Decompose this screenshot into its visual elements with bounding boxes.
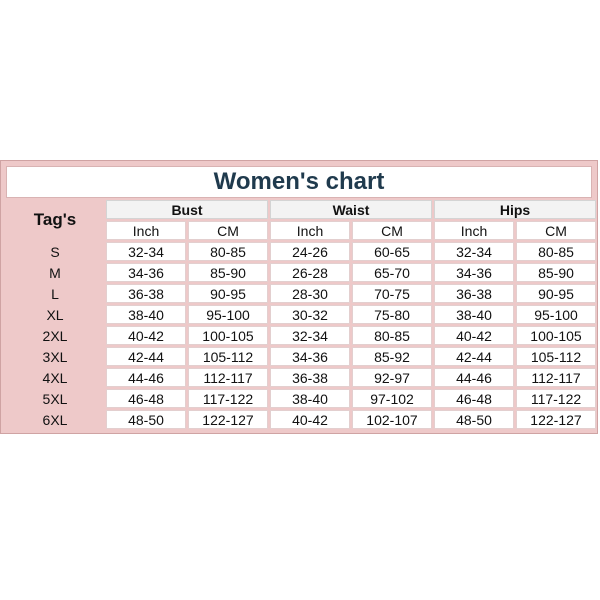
measurement-cell: 28-30 [270, 284, 350, 303]
measurement-cell: 48-50 [434, 410, 514, 429]
measurement-cell: 95-100 [516, 305, 596, 324]
group-header-waist: Waist [270, 200, 432, 219]
measurement-cell: 80-85 [188, 242, 268, 261]
measurement-cell: 38-40 [434, 305, 514, 324]
measurement-cell: 105-112 [516, 347, 596, 366]
measurement-cell: 46-48 [106, 389, 186, 408]
measurement-cell: 122-127 [188, 410, 268, 429]
measurement-cell: 85-92 [352, 347, 432, 366]
measurement-cell: 90-95 [188, 284, 268, 303]
table-row [6, 326, 592, 345]
chart-title: Women's chart [6, 166, 592, 198]
measurement-cell: 30-32 [270, 305, 350, 324]
measurement-cell: 100-105 [188, 326, 268, 345]
size-tag-cell: S [50, 243, 60, 260]
size-chart [0, 160, 598, 434]
measurement-cell: 38-40 [270, 389, 350, 408]
measurement-cell: 34-36 [270, 347, 350, 366]
sub-header-waist-cm: CM [352, 221, 432, 240]
measurement-cell: 34-36 [106, 263, 186, 282]
measurement-cell: 70-75 [352, 284, 432, 303]
measurement-cell: 42-44 [106, 347, 186, 366]
measurement-cell: 38-40 [106, 305, 186, 324]
measurement-cell: 60-65 [352, 242, 432, 261]
measurement-cell: 85-90 [188, 263, 268, 282]
size-tag-cell: 5XL [42, 390, 68, 407]
measurement-cell: 40-42 [270, 410, 350, 429]
size-tag-cell: 2XL [42, 327, 68, 344]
measurement-cell: 36-38 [106, 284, 186, 303]
measurement-cell: 34-36 [434, 263, 514, 282]
measurement-cell: 112-117 [516, 368, 596, 387]
group-header-hips: Hips [434, 200, 596, 219]
measurement-cell: 44-46 [434, 368, 514, 387]
measurement-cell: 40-42 [434, 326, 514, 345]
measurement-cell: 105-112 [188, 347, 268, 366]
measurement-cell: 75-80 [352, 305, 432, 324]
sub-header-bust-cm: CM [188, 221, 268, 240]
measurement-cell: 90-95 [516, 284, 596, 303]
size-tag-cell: 4XL [42, 369, 68, 386]
table-row [6, 263, 592, 282]
sub-header-bust-inch: Inch [106, 221, 186, 240]
group-header-bust: Bust [106, 200, 268, 219]
measurement-cell: 65-70 [352, 263, 432, 282]
measurement-cell: 102-107 [352, 410, 432, 429]
measurement-cell: 92-97 [352, 368, 432, 387]
measurement-cell: 42-44 [434, 347, 514, 366]
size-tag-cell: XL [46, 306, 64, 323]
measurement-cell: 46-48 [434, 389, 514, 408]
measurement-cell: 32-34 [106, 242, 186, 261]
measurement-cell: 80-85 [352, 326, 432, 345]
measurement-cell: 40-42 [106, 326, 186, 345]
measurement-cell: 97-102 [352, 389, 432, 408]
measurement-cell: 32-34 [270, 326, 350, 345]
measurement-cell: 117-122 [188, 389, 268, 408]
measurement-cell: 24-26 [270, 242, 350, 261]
measurement-cell: 44-46 [106, 368, 186, 387]
measurement-cell: 122-127 [516, 410, 596, 429]
measurement-cell: 26-28 [270, 263, 350, 282]
measurement-cell: 32-34 [434, 242, 514, 261]
size-tag-cell: 3XL [42, 348, 68, 365]
measurement-cell: 117-122 [516, 389, 596, 408]
table-row [6, 410, 592, 429]
measurement-cell: 48-50 [106, 410, 186, 429]
sub-header-waist-inch: Inch [270, 221, 350, 240]
measurement-cell: 95-100 [188, 305, 268, 324]
measurement-cell: 85-90 [516, 263, 596, 282]
tag-column-header: Tag's [33, 210, 77, 229]
sub-header-hips-inch: Inch [434, 221, 514, 240]
table-row [6, 389, 592, 408]
table-row [6, 284, 592, 303]
measurement-cell: 36-38 [434, 284, 514, 303]
table-row [6, 368, 592, 387]
size-tag-cell: M [49, 264, 61, 281]
table-row [6, 347, 592, 366]
size-tag-cell: 6XL [42, 411, 68, 428]
measurement-cell: 36-38 [270, 368, 350, 387]
table-row [6, 242, 592, 261]
measurement-cell: 80-85 [516, 242, 596, 261]
sub-header-hips-cm: CM [516, 221, 596, 240]
table-row [6, 305, 592, 324]
measurement-cell: 100-105 [516, 326, 596, 345]
measurement-cell: 112-117 [188, 368, 268, 387]
size-tag-cell: L [51, 285, 59, 302]
